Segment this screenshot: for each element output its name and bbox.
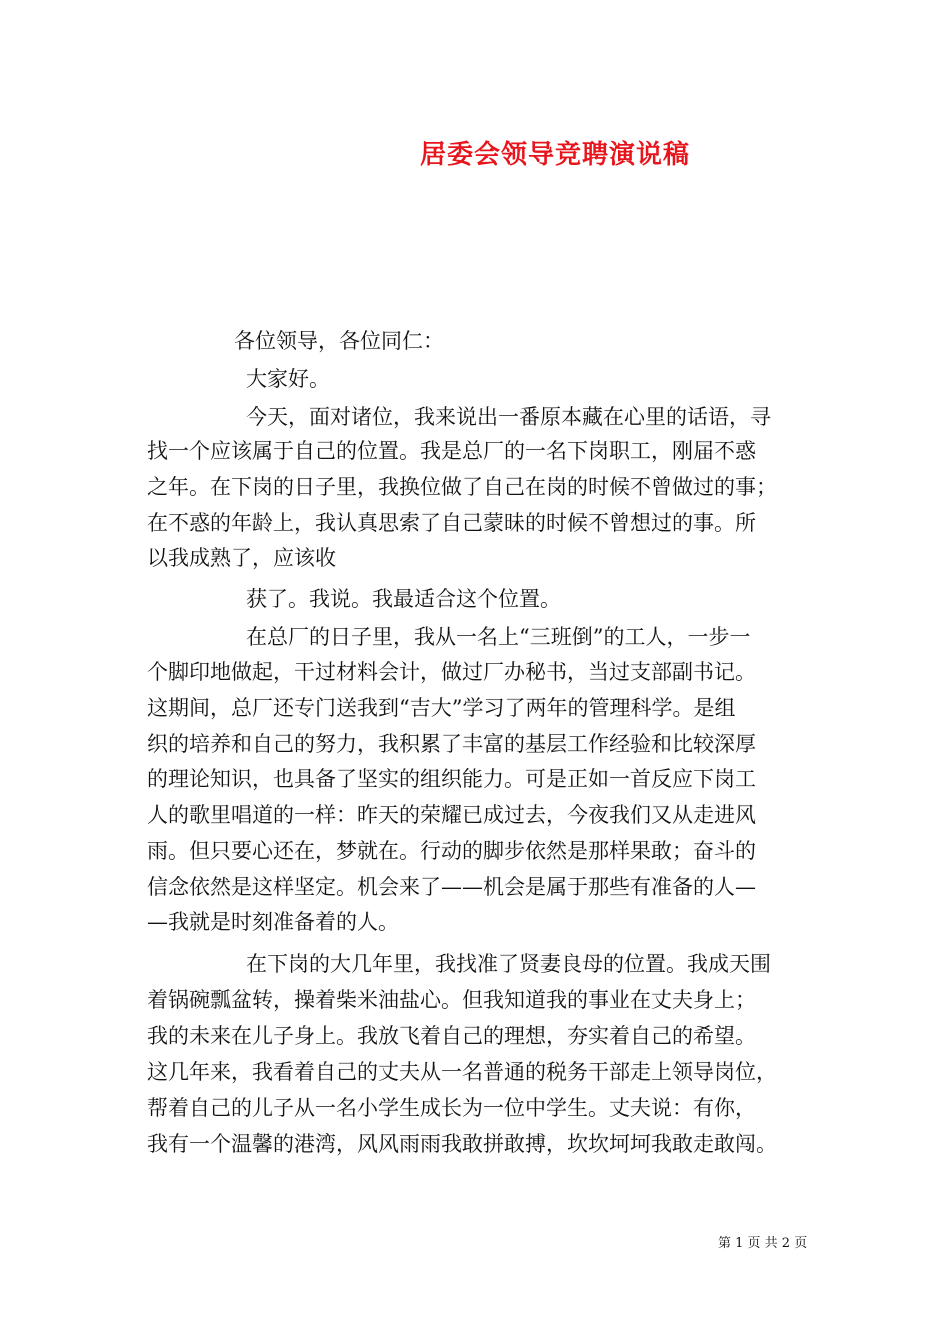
paragraph-line: 的理论知识，也具备了坚实的组织能力。可是正如一首反应下岗工 xyxy=(147,767,756,791)
paragraph-line: 织的培养和自己的努力，我积累了丰富的基层工作经验和比较深厚 xyxy=(147,732,756,756)
paragraph-line: 以我成熟了，应该收 xyxy=(147,546,336,570)
paragraph-line: —我就是时刻准备着的人。 xyxy=(147,910,399,934)
paragraph-line: 我的未来在儿子身上。我放飞着自己的理想，夯实着自己的希望。 xyxy=(147,1024,756,1048)
paragraph-line: 我有一个温馨的港湾，风风雨雨我敢拼敢搏，坎坎坷坷我敢走敢闯。 xyxy=(147,1132,777,1156)
page-number: 第 1 页 共 2 页 xyxy=(718,1236,808,1251)
paragraph-line: 在总厂的日子里，我从一名上“三班倒”的工人，一步一 xyxy=(246,625,751,649)
paragraph-line: 在不惑的年龄上，我认真思索了自己蒙昧的时候不曾想过的事。所 xyxy=(147,511,756,535)
paragraph-line: 今天，面对诸位，我来说出一番原本藏在心里的话语，寻 xyxy=(246,405,771,429)
paragraph-line: 雨。但只要心还在，梦就在。行动的脚步依然是那样果敢；奋斗的 xyxy=(147,839,756,863)
paragraph-line: 找一个应该属于自己的位置。我是总厂的一名下岗职工，刚届不惑 xyxy=(147,439,756,463)
greeting-line: 大家好。 xyxy=(246,367,330,391)
paragraph-line: 帮着自己的儿子从一名小学生成长为一位中学生。丈夫说：有你， xyxy=(147,1096,756,1120)
paragraph-line: 个脚印地做起，干过材料会计，做过厂办秘书，当过支部副书记。 xyxy=(147,660,756,684)
paragraph-line: 获了。我说。我最适合这个位置。 xyxy=(246,587,561,611)
paragraph-line: 在下岗的大几年里，我找准了贤妻良母的位置。我成天围 xyxy=(246,952,771,976)
salutation-line: 各位领导，各位同仁： xyxy=(234,329,444,353)
paragraph-line: 这几年来，我看着自己的丈夫从一名普通的税务干部走上领导岗位， xyxy=(147,1060,777,1084)
paragraph-line: 人的歌里唱道的一样：昨天的荣耀已成过去，今夜我们又从走进风 xyxy=(147,803,756,827)
paragraph-line: 之年。在下岗的日子里，我换位做了自己在岗的时候不曾做过的事； xyxy=(147,475,777,499)
paragraph-line: 这期间，总厂还专门送我到“吉大”学习了两年的管理科学。是组 xyxy=(147,696,736,720)
paragraph-line: 着锅碗瓢盆转，操着柴米油盐心。但我知道我的事业在丈夫身上； xyxy=(147,988,756,1012)
paragraph-line: 信念依然是这样坚定。机会来了——机会是属于那些有准备的人— xyxy=(147,875,756,899)
document-title: 居委会领导竞聘演说稿 xyxy=(420,140,691,170)
